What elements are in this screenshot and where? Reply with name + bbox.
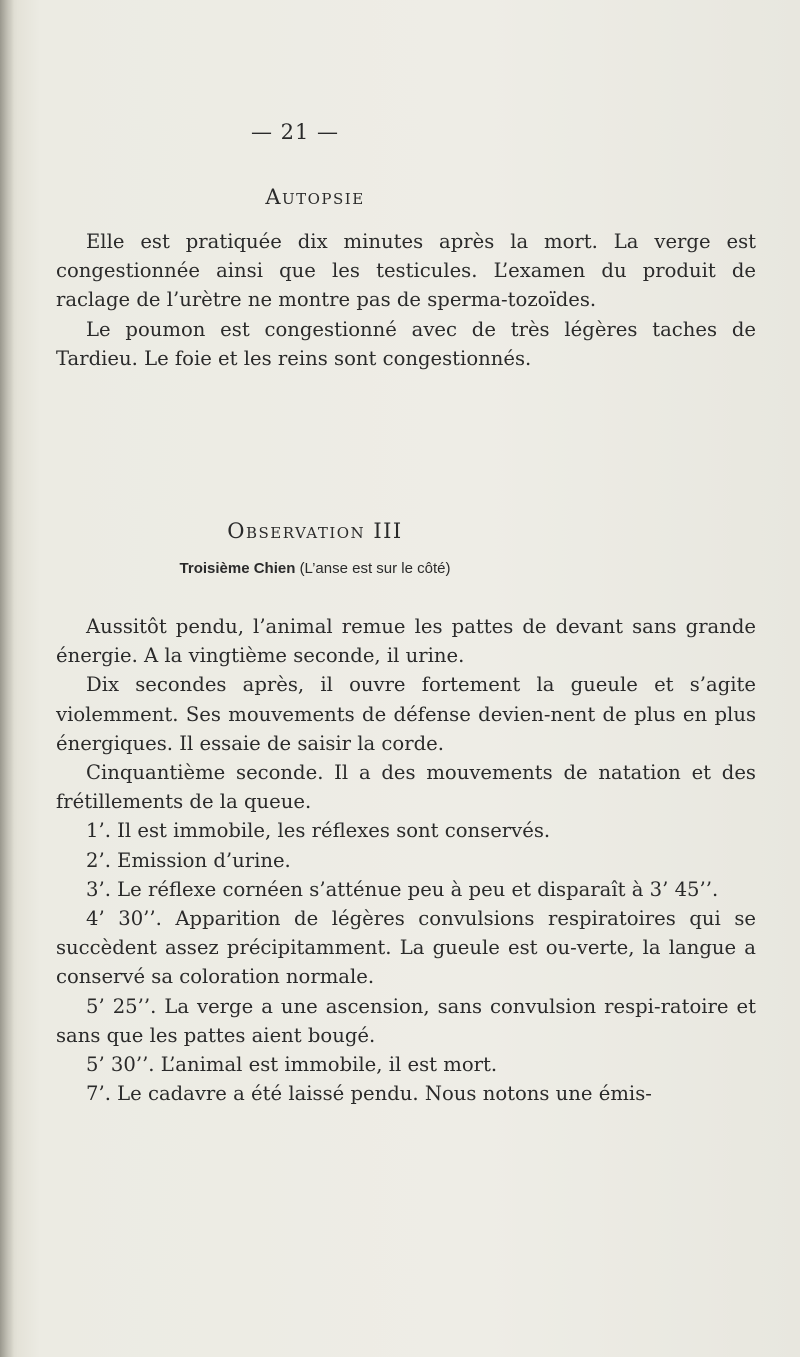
subtitle-note: (L’anse est sur le côté) [299, 560, 451, 577]
subtitle-dog: Troisième Chien [179, 560, 296, 577]
observation-paragraph: 2’. Emission d’urine. [86, 848, 291, 872]
observation-paragraph: Aussitôt pendu, l’animal remue les pattes de devant sans grande énergie. A la vingtième seconde, il urine. [56, 615, 756, 668]
autopsy-heading: Autopsie [265, 185, 365, 209]
observation-heading: Observation III [227, 519, 403, 543]
observation-paragraph: 4’ 30’’. Apparition de légères convulsions respiratoires qui se succèdent assez précipitamment. La gueule est ou-verte, la langue a conservé sa coloration normale. [56, 907, 756, 989]
autopsy-text [56, 227, 756, 373]
observation-text [56, 612, 756, 1108]
observation-paragraph: 7’. Le cadavre a été laissé pendu. Nous notons une émis- [86, 1082, 652, 1106]
observation-paragraph: 5’ 25’’. La verge a une ascension, sans convulsion respi-ratoire et sans que les pattes aient bougé. [56, 994, 756, 1047]
page-number: — 21 — [250, 120, 340, 144]
observation-paragraph: 5’ 30’’. L’animal est immobile, il est mort. [86, 1053, 498, 1077]
observation-paragraph: 1’. Il est immobile, les réflexes sont conservés. [86, 819, 551, 843]
observation-subtitle [0, 560, 630, 577]
observation-paragraph: Dix secondes après, il ouvre fortement la gueule et s’agite violemment. Ses mouvements de défense devien-nent de plus en plus énergiques. Il essaie de saisir la corde. [56, 673, 756, 755]
observation-paragraph: Cinquantième seconde. Il a des mouvements de natation et des frétillements de la queue. [56, 761, 756, 814]
autopsy-paragraph-1: Elle est pratiquée dix minutes après la mort. La verge est congestionnée ainsi que les testicules. L’examen du produit de raclage de l’urètre ne montre pas de sperma-tozoïdes. [56, 230, 756, 312]
autopsy-paragraph-2: Le poumon est congestionné avec de très légères taches de Tardieu. Le foie et les reins sont congestionnés. [56, 317, 756, 370]
observation-paragraph: 3’. Le réflexe cornéen s’atténue peu à peu et disparaît à 3’ 45’’. [86, 877, 719, 901]
